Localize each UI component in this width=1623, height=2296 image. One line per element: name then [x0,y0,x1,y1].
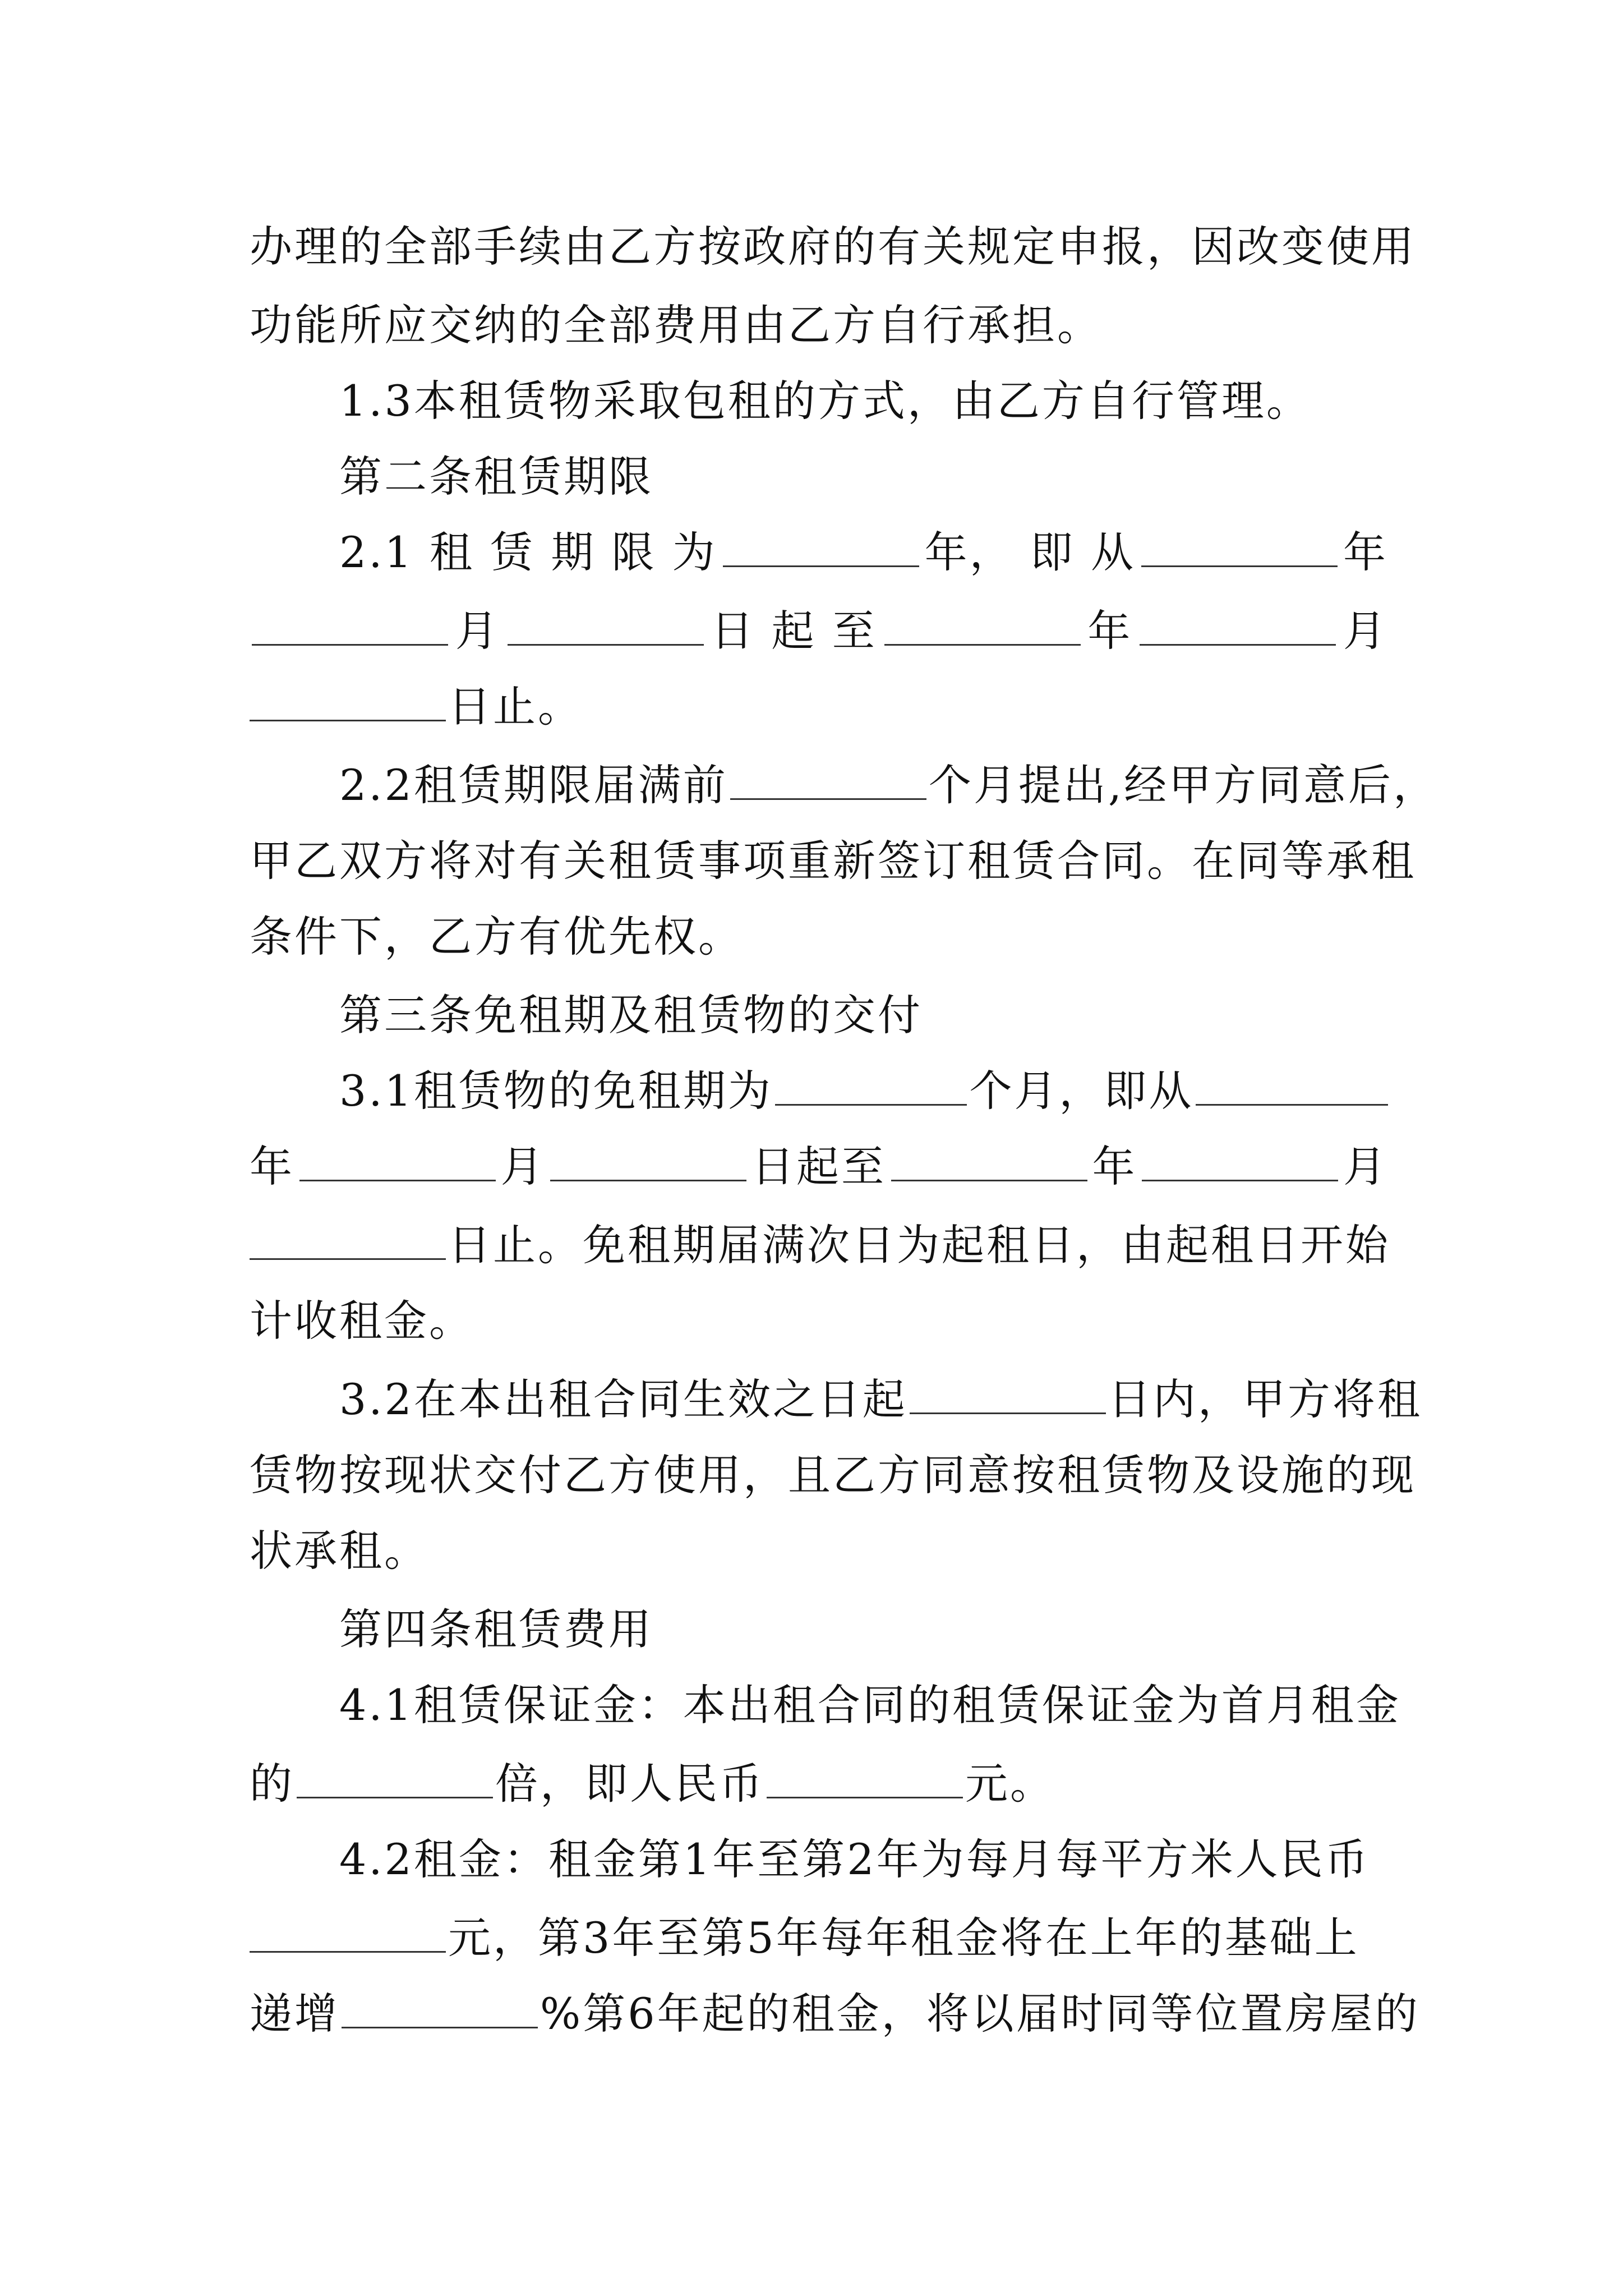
text-segment: 1.3本租赁物采取包租的方式，由乙方自行管理。 [339,376,1311,426]
text-line [339,1832,1388,1888]
text-segment: 月 [1343,606,1388,656]
fill-in-blank[interactable] [1196,1065,1388,1106]
text-segment: 个月提出,经甲方同意后， [928,760,1438,810]
text-line [250,1447,1416,1503]
text-segment: 年 [1343,527,1388,577]
section-heading [339,1602,1388,1658]
text-segment: 元。 [965,1759,1055,1809]
text-line [250,1293,1388,1349]
text-segment: 条件下，乙方有优先权。 [250,912,743,961]
text-segment: 的 [250,1759,294,1809]
fill-in-blank[interactable] [723,526,919,567]
fill-in-blank[interactable] [1142,1140,1338,1181]
text-line [250,1910,1388,1966]
fill-in-blank[interactable] [252,605,448,646]
text-line [250,297,1388,353]
text-segment: 4.1租赁保证金：本出租合同的租赁保证金为首月租金 [339,1680,1401,1730]
fill-in-blank[interactable] [250,1912,446,1953]
text-segment: 个月，即从 [969,1066,1194,1116]
text-line [250,219,1416,275]
fill-in-blank[interactable] [1140,605,1336,646]
fill-in-blank[interactable] [891,1140,1087,1181]
text-segment: 4.2租金：租金第1年至第2年为每月每平方米人民币 [339,1834,1370,1884]
fill-in-blank[interactable] [250,1219,446,1260]
text-segment: 状承租。 [250,1526,429,1576]
fill-in-blank[interactable] [884,605,1081,646]
fill-in-blank[interactable] [508,605,704,646]
text-segment: 计收租金。 [250,1296,474,1346]
heading-text: 第四条租赁费用 [339,1604,653,1654]
text-segment: 赁物按现状交付乙方使用，且乙方同意按租赁物及设施的现 [250,1450,1416,1500]
text-segment: 月 [500,1142,546,1191]
text-segment: 倍，即人民币 [495,1759,764,1809]
text-line [250,679,1388,735]
text-segment: 日止。 [448,682,583,731]
fill-in-blank[interactable] [299,1140,496,1181]
fill-in-blank[interactable] [730,759,926,800]
heading-text: 第三条免租期及租赁物的交付 [339,990,923,1040]
text-segment: 日 起 至 [711,606,877,656]
text-segment: 月 [1343,1142,1388,1191]
text-line [250,1756,1388,1812]
text-line [339,757,1438,813]
section-heading [339,987,1388,1043]
text-segment: 日起至 [751,1142,886,1191]
fill-in-blank[interactable] [910,1373,1106,1414]
text-segment: 月 [455,606,500,656]
section-heading [339,449,1388,505]
text-segment: 3.2在本出租合同生效之日起 [339,1374,907,1424]
text-line [250,603,1388,659]
text-segment: 日内，甲方将租 [1108,1374,1422,1424]
fill-in-blank[interactable] [775,1065,967,1106]
text-line [339,1372,1422,1428]
text-segment: 2.2租赁期限届满前 [339,760,728,810]
text-segment: 元，第3年至第5年每年租金将在上年的基础上 [448,1913,1359,1963]
text-segment: 年 [250,1142,294,1191]
text-line [339,1677,1401,1733]
text-segment: %第6年起的租金，将以届时同等位置房屋的 [540,1989,1420,2039]
text-line [339,524,1388,581]
text-segment: 办理的全部手续由乙方按政府的有关规定申报，因改变使用 [250,222,1416,272]
text-segment: 递增 [250,1989,339,2039]
text-line [250,909,1388,965]
fill-in-blank[interactable] [550,1140,746,1181]
fill-in-blank[interactable] [250,680,446,721]
text-segment: 甲乙双方将对有关租赁事项重新签订租赁合同。在同等承租 [250,836,1416,886]
text-line [339,373,1388,429]
text-segment: 3.1租赁物的免租期为 [339,1066,773,1116]
text-line [250,1523,1388,1579]
text-segment: 2.1 租 赁 期 限 为 [339,527,717,577]
text-line [250,1139,1388,1195]
text-segment: 年 [1092,1142,1137,1191]
heading-text: 第二条租赁期限 [339,452,653,501]
fill-in-blank[interactable] [1141,526,1338,567]
fill-in-blank[interactable] [297,1757,493,1798]
text-segment: 年 [1087,606,1133,656]
text-segment: 日止。免租期届满次日为起租日，由起租日开始 [448,1220,1390,1270]
text-line [339,1063,1388,1119]
text-segment: 功能所应交纳的全部费用由乙方自行承担。 [250,300,1102,350]
fill-in-blank[interactable] [767,1757,963,1798]
text-line [250,1217,1388,1273]
text-line [250,833,1416,889]
fill-in-blank[interactable] [342,1987,538,2028]
text-segment: 年， 即 从 [924,527,1136,577]
text-line [250,1986,1420,2042]
